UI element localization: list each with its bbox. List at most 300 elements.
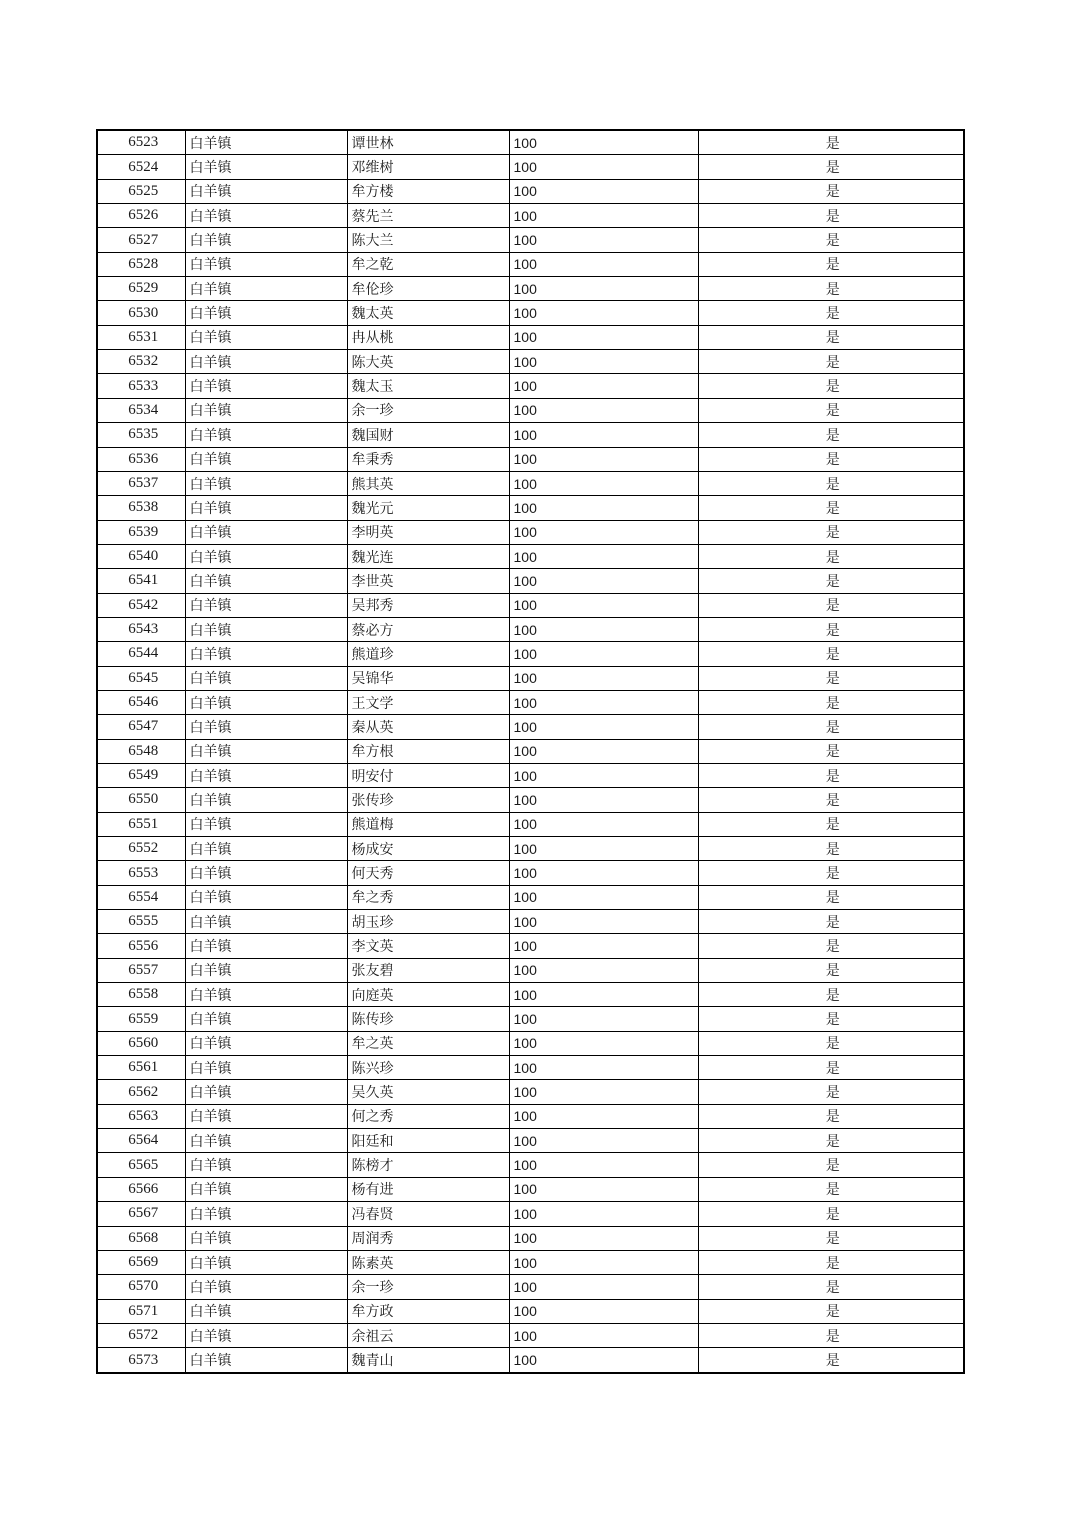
town-cell: 白羊镇 (185, 1031, 347, 1055)
name-cell: 杨成安 (347, 837, 509, 861)
name-cell: 谭世林 (347, 130, 509, 155)
flag-cell: 是 (698, 1080, 964, 1104)
score-cell: 100 (509, 1202, 698, 1226)
flag-cell: 是 (698, 1299, 964, 1323)
table-row (97, 1250, 964, 1274)
table-row (97, 642, 964, 666)
row-number-cell: 6562 (97, 1080, 185, 1104)
table-row (97, 837, 964, 861)
score-cell: 100 (509, 1275, 698, 1299)
name-cell: 吴邦秀 (347, 593, 509, 617)
row-number-cell: 6550 (97, 788, 185, 812)
town-cell: 白羊镇 (185, 1056, 347, 1080)
town-cell: 白羊镇 (185, 569, 347, 593)
town-cell: 白羊镇 (185, 1007, 347, 1031)
name-cell: 魏太英 (347, 301, 509, 325)
score-cell: 100 (509, 861, 698, 885)
row-number-cell: 6529 (97, 277, 185, 301)
flag-cell: 是 (698, 301, 964, 325)
flag-cell: 是 (698, 155, 964, 179)
row-number-cell: 6547 (97, 715, 185, 739)
name-cell: 蔡先兰 (347, 204, 509, 228)
row-number-cell: 6531 (97, 325, 185, 349)
score-cell: 100 (509, 910, 698, 934)
row-number-cell: 6532 (97, 350, 185, 374)
flag-cell: 是 (698, 204, 964, 228)
flag-cell: 是 (698, 374, 964, 398)
score-cell: 100 (509, 812, 698, 836)
town-cell: 白羊镇 (185, 155, 347, 179)
table-row (97, 1348, 964, 1373)
table-row (97, 447, 964, 471)
row-number-cell: 6537 (97, 471, 185, 495)
town-cell: 白羊镇 (185, 812, 347, 836)
town-cell: 白羊镇 (185, 496, 347, 520)
name-cell: 何之秀 (347, 1104, 509, 1128)
table-row (97, 1129, 964, 1153)
row-number-cell: 6555 (97, 910, 185, 934)
flag-cell: 是 (698, 569, 964, 593)
table-row (97, 739, 964, 763)
table-row (97, 861, 964, 885)
score-cell: 100 (509, 837, 698, 861)
town-cell: 白羊镇 (185, 179, 347, 203)
flag-cell: 是 (698, 642, 964, 666)
row-number-cell: 6567 (97, 1202, 185, 1226)
name-cell: 熊道梅 (347, 812, 509, 836)
score-cell: 100 (509, 471, 698, 495)
row-number-cell: 6570 (97, 1275, 185, 1299)
name-cell: 陈大兰 (347, 228, 509, 252)
town-cell: 白羊镇 (185, 325, 347, 349)
row-number-cell: 6523 (97, 130, 185, 155)
name-cell: 吴久英 (347, 1080, 509, 1104)
table-row (97, 1056, 964, 1080)
row-number-cell: 6561 (97, 1056, 185, 1080)
table-row (97, 1275, 964, 1299)
flag-cell: 是 (698, 885, 964, 909)
score-cell: 100 (509, 1250, 698, 1274)
score-cell: 100 (509, 1056, 698, 1080)
table-row (97, 1323, 964, 1347)
town-cell: 白羊镇 (185, 983, 347, 1007)
data-table (96, 129, 965, 1374)
town-cell: 白羊镇 (185, 544, 347, 568)
name-cell: 余一珍 (347, 1275, 509, 1299)
town-cell: 白羊镇 (185, 1202, 347, 1226)
town-cell: 白羊镇 (185, 934, 347, 958)
table-row (97, 520, 964, 544)
table-row (97, 496, 964, 520)
table-row (97, 277, 964, 301)
town-cell: 白羊镇 (185, 763, 347, 787)
row-number-cell: 6554 (97, 885, 185, 909)
town-cell: 白羊镇 (185, 617, 347, 641)
row-number-cell: 6560 (97, 1031, 185, 1055)
name-cell: 牟之秀 (347, 885, 509, 909)
row-number-cell: 6538 (97, 496, 185, 520)
town-cell: 白羊镇 (185, 1348, 347, 1373)
flag-cell: 是 (698, 1177, 964, 1201)
town-cell: 白羊镇 (185, 1275, 347, 1299)
flag-cell: 是 (698, 520, 964, 544)
flag-cell: 是 (698, 1129, 964, 1153)
flag-cell: 是 (698, 812, 964, 836)
row-number-cell: 6534 (97, 398, 185, 422)
flag-cell: 是 (698, 471, 964, 495)
table-row (97, 1007, 964, 1031)
flag-cell: 是 (698, 934, 964, 958)
flag-cell: 是 (698, 228, 964, 252)
score-cell: 100 (509, 690, 698, 714)
score-cell: 100 (509, 350, 698, 374)
row-number-cell: 6572 (97, 1323, 185, 1347)
table-row (97, 423, 964, 447)
flag-cell: 是 (698, 1323, 964, 1347)
table-row (97, 228, 964, 252)
score-cell: 100 (509, 1323, 698, 1347)
row-number-cell: 6566 (97, 1177, 185, 1201)
row-number-cell: 6540 (97, 544, 185, 568)
name-cell: 冯春贤 (347, 1202, 509, 1226)
name-cell: 牟秉秀 (347, 447, 509, 471)
table-row (97, 593, 964, 617)
table-row (97, 301, 964, 325)
score-cell: 100 (509, 155, 698, 179)
table-row (97, 690, 964, 714)
town-cell: 白羊镇 (185, 350, 347, 374)
score-cell: 100 (509, 130, 698, 155)
town-cell: 白羊镇 (185, 1177, 347, 1201)
town-cell: 白羊镇 (185, 1080, 347, 1104)
score-cell: 100 (509, 958, 698, 982)
row-number-cell: 6543 (97, 617, 185, 641)
town-cell: 白羊镇 (185, 1129, 347, 1153)
name-cell: 李明英 (347, 520, 509, 544)
row-number-cell: 6549 (97, 763, 185, 787)
name-cell: 杨有进 (347, 1177, 509, 1201)
table-row (97, 715, 964, 739)
row-number-cell: 6563 (97, 1104, 185, 1128)
flag-cell: 是 (698, 837, 964, 861)
score-cell: 100 (509, 1348, 698, 1373)
table-row (97, 1202, 964, 1226)
score-cell: 100 (509, 1129, 698, 1153)
town-cell: 白羊镇 (185, 1250, 347, 1274)
name-cell: 魏青山 (347, 1348, 509, 1373)
table-row (97, 983, 964, 1007)
name-cell: 魏太玉 (347, 374, 509, 398)
name-cell: 牟方根 (347, 739, 509, 763)
flag-cell: 是 (698, 1104, 964, 1128)
flag-cell: 是 (698, 593, 964, 617)
score-cell: 100 (509, 642, 698, 666)
name-cell: 明安付 (347, 763, 509, 787)
table-row (97, 204, 964, 228)
name-cell: 阳廷和 (347, 1129, 509, 1153)
name-cell: 陈传珍 (347, 1007, 509, 1031)
table-row (97, 958, 964, 982)
flag-cell: 是 (698, 1275, 964, 1299)
row-number-cell: 6568 (97, 1226, 185, 1250)
row-number-cell: 6571 (97, 1299, 185, 1323)
flag-cell: 是 (698, 1031, 964, 1055)
town-cell: 白羊镇 (185, 1299, 347, 1323)
row-number-cell: 6573 (97, 1348, 185, 1373)
score-cell: 100 (509, 496, 698, 520)
score-cell: 100 (509, 301, 698, 325)
table-row (97, 1080, 964, 1104)
flag-cell: 是 (698, 179, 964, 203)
flag-cell: 是 (698, 1226, 964, 1250)
score-cell: 100 (509, 1080, 698, 1104)
flag-cell: 是 (698, 666, 964, 690)
name-cell: 向庭英 (347, 983, 509, 1007)
town-cell: 白羊镇 (185, 252, 347, 276)
table-row (97, 885, 964, 909)
flag-cell: 是 (698, 910, 964, 934)
score-cell: 100 (509, 666, 698, 690)
town-cell: 白羊镇 (185, 423, 347, 447)
row-number-cell: 6546 (97, 690, 185, 714)
town-cell: 白羊镇 (185, 1323, 347, 1347)
town-cell: 白羊镇 (185, 690, 347, 714)
table-row (97, 374, 964, 398)
score-cell: 100 (509, 763, 698, 787)
score-cell: 100 (509, 1226, 698, 1250)
name-cell: 陈素英 (347, 1250, 509, 1274)
score-cell: 100 (509, 1177, 698, 1201)
score-cell: 100 (509, 325, 698, 349)
town-cell: 白羊镇 (185, 910, 347, 934)
row-number-cell: 6541 (97, 569, 185, 593)
town-cell: 白羊镇 (185, 204, 347, 228)
table-row (97, 934, 964, 958)
name-cell: 吴锦华 (347, 666, 509, 690)
row-number-cell: 6542 (97, 593, 185, 617)
table-row (97, 1226, 964, 1250)
flag-cell: 是 (698, 690, 964, 714)
flag-cell: 是 (698, 447, 964, 471)
town-cell: 白羊镇 (185, 739, 347, 763)
flag-cell: 是 (698, 1250, 964, 1274)
score-cell: 100 (509, 204, 698, 228)
table-body (97, 130, 964, 1373)
table-row (97, 179, 964, 203)
flag-cell: 是 (698, 277, 964, 301)
table-row (97, 617, 964, 641)
row-number-cell: 6559 (97, 1007, 185, 1031)
town-cell: 白羊镇 (185, 520, 347, 544)
row-number-cell: 6551 (97, 812, 185, 836)
table-row (97, 1031, 964, 1055)
score-cell: 100 (509, 1007, 698, 1031)
row-number-cell: 6564 (97, 1129, 185, 1153)
name-cell: 陈大英 (347, 350, 509, 374)
flag-cell: 是 (698, 1348, 964, 1373)
flag-cell: 是 (698, 958, 964, 982)
score-cell: 100 (509, 423, 698, 447)
flag-cell: 是 (698, 617, 964, 641)
town-cell: 白羊镇 (185, 885, 347, 909)
row-number-cell: 6544 (97, 642, 185, 666)
name-cell: 熊道珍 (347, 642, 509, 666)
name-cell: 魏光元 (347, 496, 509, 520)
name-cell: 熊其英 (347, 471, 509, 495)
flag-cell: 是 (698, 861, 964, 885)
name-cell: 张友碧 (347, 958, 509, 982)
score-cell: 100 (509, 447, 698, 471)
town-cell: 白羊镇 (185, 1104, 347, 1128)
score-cell: 100 (509, 398, 698, 422)
score-cell: 100 (509, 788, 698, 812)
row-number-cell: 6536 (97, 447, 185, 471)
flag-cell: 是 (698, 398, 964, 422)
town-cell: 白羊镇 (185, 1153, 347, 1177)
flag-cell: 是 (698, 1007, 964, 1031)
flag-cell: 是 (698, 325, 964, 349)
score-cell: 100 (509, 983, 698, 1007)
flag-cell: 是 (698, 1153, 964, 1177)
score-cell: 100 (509, 934, 698, 958)
score-cell: 100 (509, 1299, 698, 1323)
flag-cell: 是 (698, 739, 964, 763)
town-cell: 白羊镇 (185, 593, 347, 617)
table-row (97, 252, 964, 276)
row-number-cell: 6527 (97, 228, 185, 252)
name-cell: 牟伦珍 (347, 277, 509, 301)
score-cell: 100 (509, 252, 698, 276)
row-number-cell: 6524 (97, 155, 185, 179)
row-number-cell: 6528 (97, 252, 185, 276)
flag-cell: 是 (698, 544, 964, 568)
name-cell: 邓维树 (347, 155, 509, 179)
table-row (97, 398, 964, 422)
town-cell: 白羊镇 (185, 715, 347, 739)
flag-cell: 是 (698, 423, 964, 447)
flag-cell: 是 (698, 130, 964, 155)
name-cell: 李世英 (347, 569, 509, 593)
flag-cell: 是 (698, 350, 964, 374)
table-row (97, 1299, 964, 1323)
table-row (97, 763, 964, 787)
row-number-cell: 6548 (97, 739, 185, 763)
score-cell: 100 (509, 593, 698, 617)
town-cell: 白羊镇 (185, 471, 347, 495)
name-cell: 陈兴珍 (347, 1056, 509, 1080)
row-number-cell: 6558 (97, 983, 185, 1007)
town-cell: 白羊镇 (185, 1226, 347, 1250)
flag-cell: 是 (698, 983, 964, 1007)
town-cell: 白羊镇 (185, 130, 347, 155)
score-cell: 100 (509, 374, 698, 398)
row-number-cell: 6545 (97, 666, 185, 690)
name-cell: 蔡必方 (347, 617, 509, 641)
score-cell: 100 (509, 1031, 698, 1055)
score-cell: 100 (509, 1153, 698, 1177)
name-cell: 冉从桃 (347, 325, 509, 349)
score-cell: 100 (509, 228, 698, 252)
town-cell: 白羊镇 (185, 398, 347, 422)
flag-cell: 是 (698, 1056, 964, 1080)
row-number-cell: 6565 (97, 1153, 185, 1177)
name-cell: 李文英 (347, 934, 509, 958)
table-row (97, 812, 964, 836)
town-cell: 白羊镇 (185, 666, 347, 690)
town-cell: 白羊镇 (185, 642, 347, 666)
name-cell: 牟方政 (347, 1299, 509, 1323)
name-cell: 牟之乾 (347, 252, 509, 276)
score-cell: 100 (509, 569, 698, 593)
name-cell: 秦从英 (347, 715, 509, 739)
name-cell: 魏光连 (347, 544, 509, 568)
town-cell: 白羊镇 (185, 958, 347, 982)
flag-cell: 是 (698, 715, 964, 739)
town-cell: 白羊镇 (185, 788, 347, 812)
table-row (97, 325, 964, 349)
row-number-cell: 6530 (97, 301, 185, 325)
table-row (97, 1104, 964, 1128)
score-cell: 100 (509, 617, 698, 641)
flag-cell: 是 (698, 1202, 964, 1226)
table-row (97, 471, 964, 495)
town-cell: 白羊镇 (185, 301, 347, 325)
score-cell: 100 (509, 1104, 698, 1128)
name-cell: 牟方楼 (347, 179, 509, 203)
table-row (97, 350, 964, 374)
row-number-cell: 6533 (97, 374, 185, 398)
town-cell: 白羊镇 (185, 228, 347, 252)
score-cell: 100 (509, 885, 698, 909)
name-cell: 张传珍 (347, 788, 509, 812)
score-cell: 100 (509, 739, 698, 763)
score-cell: 100 (509, 277, 698, 301)
table-row (97, 544, 964, 568)
name-cell: 何天秀 (347, 861, 509, 885)
row-number-cell: 6553 (97, 861, 185, 885)
flag-cell: 是 (698, 788, 964, 812)
name-cell: 余祖云 (347, 1323, 509, 1347)
table-row (97, 569, 964, 593)
name-cell: 牟之英 (347, 1031, 509, 1055)
flag-cell: 是 (698, 763, 964, 787)
town-cell: 白羊镇 (185, 447, 347, 471)
town-cell: 白羊镇 (185, 277, 347, 301)
name-cell: 胡玉珍 (347, 910, 509, 934)
name-cell: 陈榜才 (347, 1153, 509, 1177)
town-cell: 白羊镇 (185, 374, 347, 398)
name-cell: 余一珍 (347, 398, 509, 422)
name-cell: 魏国财 (347, 423, 509, 447)
name-cell: 王文学 (347, 690, 509, 714)
score-cell: 100 (509, 179, 698, 203)
row-number-cell: 6539 (97, 520, 185, 544)
table-row (97, 1153, 964, 1177)
score-cell: 100 (509, 544, 698, 568)
table-row (97, 130, 964, 155)
flag-cell: 是 (698, 252, 964, 276)
table-row (97, 666, 964, 690)
row-number-cell: 6525 (97, 179, 185, 203)
row-number-cell: 6569 (97, 1250, 185, 1274)
row-number-cell: 6556 (97, 934, 185, 958)
score-cell: 100 (509, 715, 698, 739)
row-number-cell: 6557 (97, 958, 185, 982)
row-number-cell: 6526 (97, 204, 185, 228)
table-row (97, 910, 964, 934)
table-row (97, 155, 964, 179)
town-cell: 白羊镇 (185, 861, 347, 885)
